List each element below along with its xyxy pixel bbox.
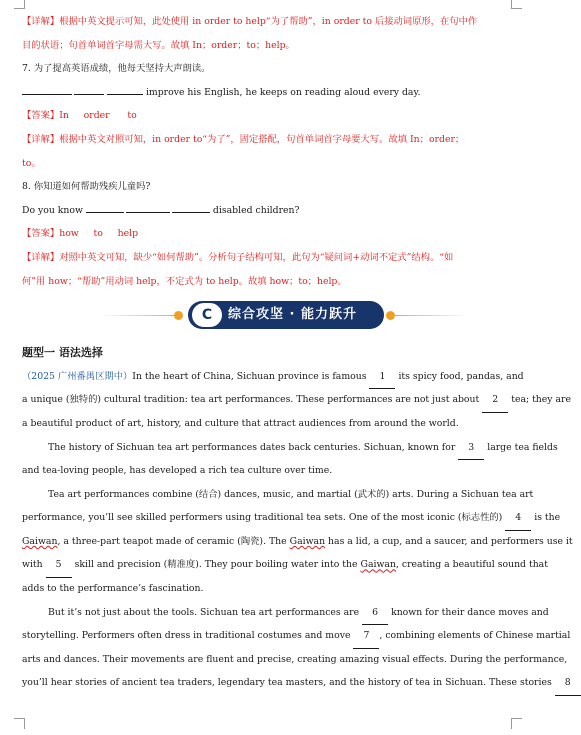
answer-blank [86,200,124,213]
passage-text: , creating a beautiful sound that [395,559,548,571]
answer-blank [172,200,210,213]
explanation-line: 目的状语；句首单词首字母需大写。故填 In；order；to；help。 [22,39,295,51]
blank-4: 4 [505,506,531,531]
answer-word: how [59,228,79,240]
passage-text: large tea fields [487,441,558,453]
answer-word: In [59,110,69,122]
banner-title: 综合攻坚 · 能力跃升 [228,307,357,323]
sentence-text: Do you know [22,204,83,216]
passage-line [22,365,524,389]
question-8: 8. 你知道如何帮助残疾儿童吗? [22,181,151,193]
explanation-line: to。 [22,157,41,169]
passage-line [22,506,561,530]
explanation-line: 何”用 how；“帮助”用动词 help，不定式为 to help。故填 how；to；help。 [22,275,347,287]
banner-rule-left [100,315,180,316]
answer-word: help [117,228,139,240]
passage-line [22,553,548,577]
banner-letter-badge: C [192,303,222,327]
blank-3: 3 [458,436,484,461]
passage-text: its spicy food, pandas, and [398,370,524,382]
passage-text: , combining elements of Chinese martial [379,630,571,642]
answer-line [22,104,512,128]
term-gaiwan: Gaiwan [360,559,396,571]
passage-text: is the [534,512,561,524]
blank-8: 8 [555,671,581,696]
answer-blank [107,82,143,95]
passage-text: tea; they are [511,394,571,406]
question-8-sentence [22,199,512,223]
document-page [22,10,573,695]
passage-line: a beautiful product of art, history, and culture that attract audiences from around the world. [22,417,459,429]
passage-line: adds to the performance’s fascination. [22,583,204,595]
blank-6: 6 [362,601,388,626]
term-gaiwan: Gaiwan [289,535,326,547]
passage-line [22,624,571,648]
passage-text: performance, you’ll see skilled performers using traditional tea sets. One of the most iconic (标志性的) [22,512,503,524]
corner-mark-bottom-right [511,718,522,729]
corner-mark-top-right [511,0,522,9]
section-title: 题型一 语法选择 [22,346,103,360]
answer-line [22,222,512,246]
answer-word: order [83,110,110,122]
answer-blank [74,82,104,95]
explanation-line: 【详解】根据中英文提示可知，此处使用 in order to help“为了帮助”，in order to 后接动词原形，在句中作 [22,16,478,27]
passage-text: In the heart of China, Sichuan province is famous [132,370,367,382]
sentence-text: improve his English, he keeps on reading aloud every day. [145,86,421,98]
passage-line: and tea-loving people, has developed a rich tea culture over time. [22,465,333,477]
passage-text: known for their dance moves and [391,606,549,618]
term-gaiwan: Gaiwan [22,535,58,547]
answer-label: 【答案】 [22,110,60,122]
blank-5: 5 [46,553,72,578]
passage-text: The history of Sichuan tea art performances dates back centuries. Sichuan, known for [48,441,456,453]
explanation-line: 【详解】对照中英文可知，缺少“如何帮助”。分析句子结构可知，此句为“疑问词+动词不定式”结构。“如 [22,251,454,263]
corner-mark-bottom-left [14,718,25,729]
passage-line [22,388,571,412]
answer-blank [22,82,72,95]
source-tag: （2025 广州番禺区期中） [22,370,133,382]
banner-dot-left [174,311,183,320]
answer-word: to [93,228,103,240]
passage-line [22,601,549,625]
passage-text: , a three-part teapot made of ceramic (陶瓷). The [57,535,287,547]
explanation-line: 【详解】根据中英文对照可知，in order to“为了”，固定搭配，句首单词首字母要大写。故填 In；order； [22,133,465,145]
passage-line [22,530,573,554]
question-7: 7. 为了提高英语成绩，他每天坚持大声朗读。 [22,63,211,75]
answer-blank [126,200,170,213]
passage-line: Tea art performances combine (结合) dances, music, and martial (武术的) arts. During a Sichuan tea art [48,488,534,500]
answer-word: to [127,110,137,122]
passage-text: storytelling. Performers often dress in traditional costumes and move [22,630,351,642]
passage-text: skill and precision (精准度). They pour boiling water into the [74,559,358,571]
passage-text: has a lid, a cup, and a saucer, and performers use it [328,535,573,547]
passage-text: But it’s not just about the tools. Sichuan tea art performances are [48,606,360,618]
passage-line: arts and dances. Their movements are fluent and precise, creating amazing visual effects. During the performance, [22,653,568,665]
passage-text: a unique (独特的) cultural tradition: tea art performances. These performances are not just about [22,394,480,406]
blank-1: 1 [369,365,395,390]
passage-line [22,671,571,695]
corner-mark-top-left [14,0,25,9]
question-7-sentence [22,81,512,105]
passage-text: with [22,559,43,571]
passage-text: you’ll hear stories of ancient tea traders, legendary tea masters, and the history of tea in Sichuan. These stories [22,677,552,689]
blank-2: 2 [482,388,508,413]
answer-label: 【答案】 [22,228,60,240]
banner-rule-right [390,315,470,316]
section-banner [22,295,512,335]
passage-line [22,436,558,460]
sentence-text: disabled children? [212,204,300,216]
blank-7: 7 [353,624,379,649]
